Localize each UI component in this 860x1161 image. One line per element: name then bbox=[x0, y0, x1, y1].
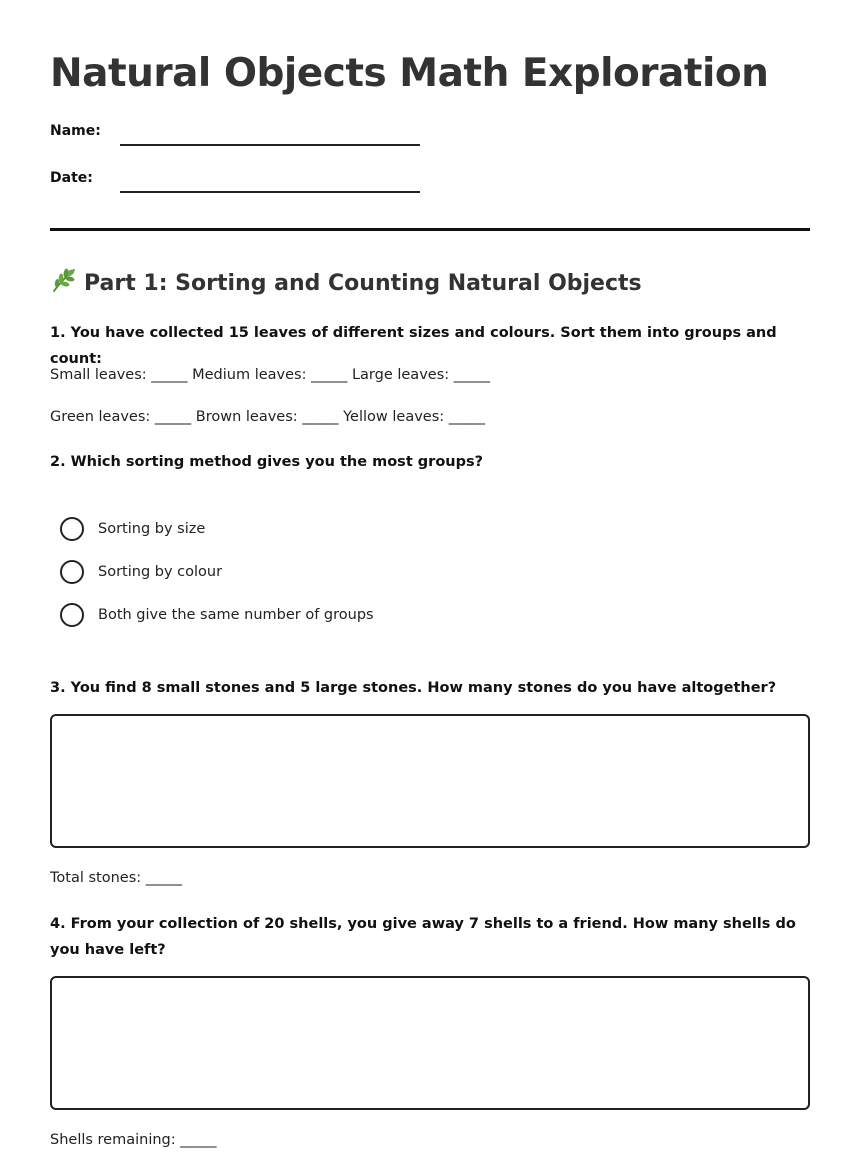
question-1: 1. You have collected 15 leaves of different sizes and colours. Sort them into groups and count: bbox=[50, 325, 777, 367]
name-field[interactable] bbox=[50, 121, 470, 149]
question-2: 2. Which sorting method gives you the most groups? bbox=[50, 454, 484, 470]
date-field[interactable] bbox=[50, 168, 470, 196]
page-title: Natural Objects Math Exploration bbox=[50, 51, 769, 96]
leaf-icon bbox=[50, 266, 78, 304]
question-4: 4. From your collection of 20 shells, you give away 7 shells to a friend. How many shells do you have left? bbox=[50, 916, 796, 958]
q3-total-line[interactable]: Total stones: _____ bbox=[50, 870, 182, 886]
q3-answer-box[interactable] bbox=[50, 714, 810, 848]
option-label: Sorting by colour bbox=[98, 564, 223, 580]
radio-button[interactable] bbox=[60, 517, 84, 541]
q2-option-size[interactable] bbox=[60, 517, 560, 543]
radio-button[interactable] bbox=[60, 603, 84, 627]
q4-remaining-line[interactable]: Shells remaining: _____ bbox=[50, 1132, 217, 1148]
date-label: Date: bbox=[50, 170, 93, 186]
name-write-line[interactable] bbox=[120, 144, 420, 146]
question-3: 3. You find 8 small stones and 5 large stones. How many stones do you have altogether? bbox=[50, 680, 777, 696]
q1-colour-line[interactable]: Green leaves: _____ Brown leaves: _____ Yellow leaves: _____ bbox=[50, 409, 486, 425]
date-write-line[interactable] bbox=[120, 191, 420, 193]
q2-option-colour[interactable] bbox=[60, 560, 560, 586]
q1-size-line[interactable]: Small leaves: _____ Medium leaves: _____ Large leaves: _____ bbox=[50, 367, 490, 383]
option-label: Sorting by size bbox=[98, 521, 206, 537]
radio-button[interactable] bbox=[60, 560, 84, 584]
part1-heading-text: Part 1: Sorting and Counting Natural Objects bbox=[84, 271, 642, 296]
q4-answer-box[interactable] bbox=[50, 976, 810, 1110]
q2-option-same[interactable] bbox=[60, 603, 560, 629]
name-label: Name: bbox=[50, 123, 101, 139]
part1-heading bbox=[50, 266, 642, 304]
header-divider bbox=[50, 228, 810, 231]
option-label: Both give the same number of groups bbox=[98, 607, 374, 623]
